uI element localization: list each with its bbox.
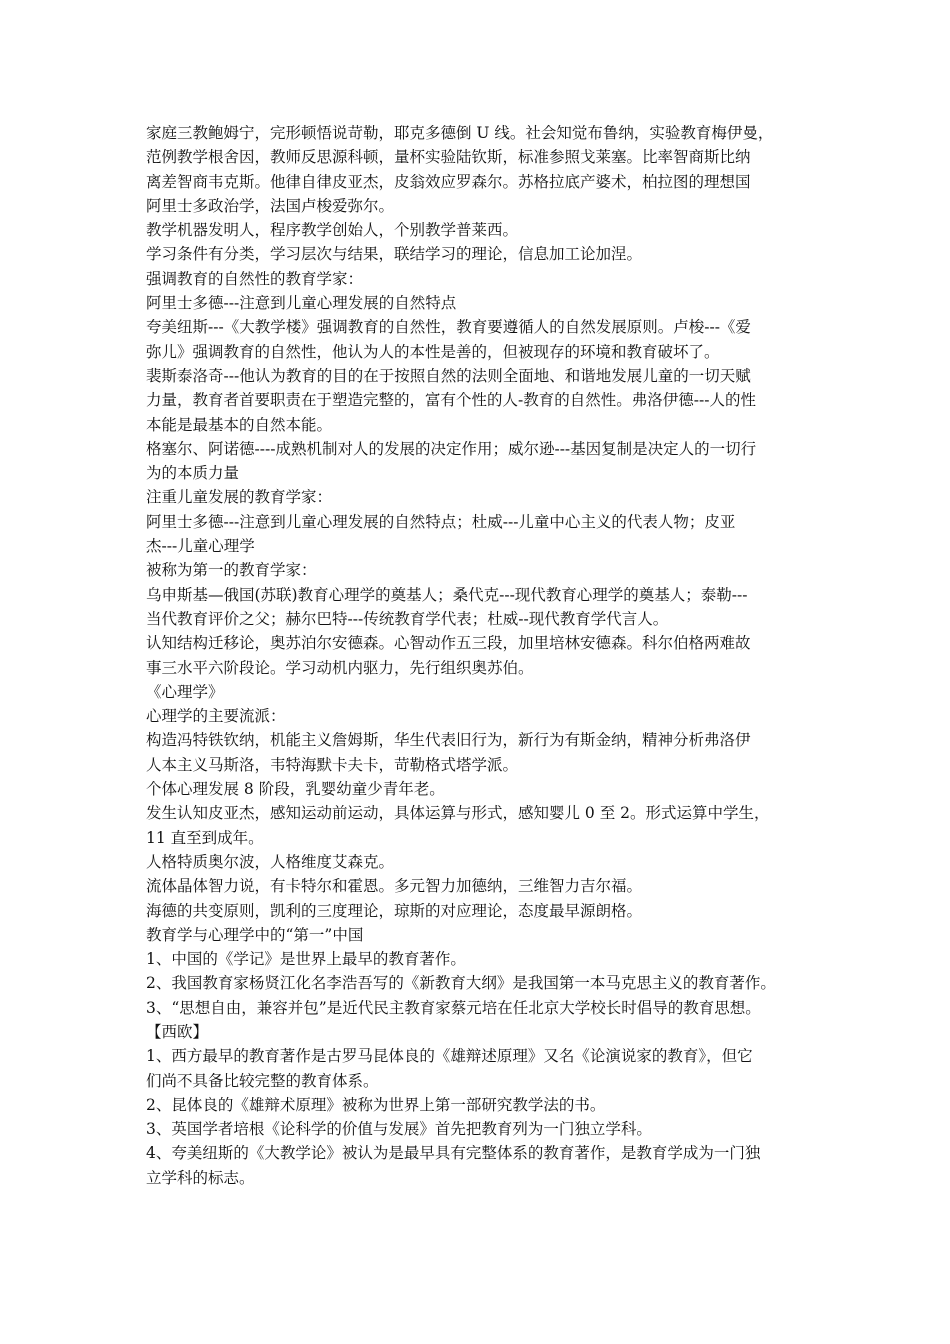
text-line: 流体晶体智力说，有卡特尔和霍恩。多元智力加德纳，三维智力吉尔福。: [146, 877, 643, 896]
text-line: 乌申斯基—俄国(苏联)教育心理学的奠基人；桑代克---现代教育心理学的奠基人；泰勒---: [146, 585, 748, 604]
text-line: 阿里士多德---注意到儿童心理发展的自然特点；杜威---儿童中心主义的代表人物；皮亚: [146, 512, 736, 531]
text-line: 11 直至到成年。: [146, 828, 264, 847]
text-line: 个体心理发展 8 阶段，乳婴幼童少青年老。: [146, 780, 445, 799]
text-line: 4、夸美纽斯的《大教学论》被认为是最早具有完整体系的教育著作，是教育学成为一门独: [146, 1144, 761, 1163]
text-line: 人本主义马斯洛，韦特海默卡夫卡，苛勒格式塔学派。: [146, 755, 519, 774]
text-line: 【西欧】: [146, 1022, 209, 1041]
text-line: 被称为第一的教育学家：: [146, 561, 317, 580]
text-line: 为的本质力量: [146, 464, 240, 483]
text-line: 3、英国学者培根《论科学的价值与发展》首先把教育列为一门独立学科。: [146, 1120, 652, 1139]
text-line: 强调教育的自然性的教育学家：: [146, 269, 364, 288]
text-line: 教育学与心理学中的“第一”中国: [146, 925, 364, 944]
text-line: 构造冯特铁钦纳，机能主义詹姆斯，华生代表旧行为，新行为有斯金纳，精神分析弗洛伊: [146, 731, 751, 750]
document-body: [146, 121, 818, 1190]
text-line: 发生认知皮亚杰，感知运动前运动，具体运算与形式，感知婴儿 0 至 2。形式运算中学生，: [146, 804, 770, 823]
text-line: 教学机器发明人，程序教学创始人，个别教学普莱西。: [146, 221, 519, 240]
text-line: 2、昆体良的《雄辩术原理》被称为世界上第一部研究教学法的书。: [146, 1095, 606, 1114]
text-line: 立学科的标志。: [146, 1168, 255, 1187]
text-line: 裴斯泰洛奇---他认为教育的目的在于按照自然的法则全面地、和谐地发展儿童的一切天赋: [146, 366, 751, 385]
text-line: 家庭三教鲍姆宁，完形顿悟说苛勒，耶克多德倒 U 线。社会知觉布鲁纳，实验教育梅伊曼，: [146, 124, 774, 142]
text-line: 范例教学根舍因，教师反思源科顿，量杯实验陆钦斯，标准参照戈莱塞。比率智商斯比纳: [146, 148, 751, 167]
text-line: 注重儿童发展的教育学家：: [146, 488, 333, 507]
text-line: 力量，教育者首要职责在于塑造完整的，富有个性的人-教育的自然性。弗洛伊德---人的性: [146, 391, 756, 410]
text-line: 学习条件有分类，学习层次与结果，联结学习的理论，信息加工论加涅。: [146, 245, 643, 264]
text-line: 离差智商韦克斯。他律自律皮亚杰，皮翁效应罗森尔。苏格拉底产婆术，柏拉图的理想国: [146, 172, 751, 191]
text-line: 心理学的主要流派：: [146, 707, 286, 726]
text-line: 3、“思想自由，兼容并包”是近代民主教育家蔡元培在任北京大学校长时倡导的教育思想。: [146, 998, 761, 1017]
text-line: 阿里士多德---注意到儿童心理发展的自然特点: [146, 294, 457, 313]
text-line: 2、我国教育家杨贤江化名李浩吾写的《新教育大纲》是我国第一本马克思主义的教育著作。: [146, 974, 776, 993]
text-line: 弥儿》强调教育的自然性，他认为人的本性是善的，但被现存的环境和教育破坏了。: [146, 342, 720, 361]
text-line: 1、中国的《学记》是世界上最早的教育著作。: [146, 950, 466, 969]
text-line: 杰---儿童心理学: [146, 537, 255, 556]
text-line: 当代教育评价之父；赫尔巴特---传统教育学代表；杜威--现代教育学代言人。: [146, 609, 669, 628]
text-line: 人格特质奥尔波，人格维度艾森克。: [146, 852, 395, 871]
text-line: 阿里士多政治学，法国卢梭爱弥尔。: [146, 196, 395, 215]
text-line: 夸美纽斯---《大教学楼》强调教育的自然性，教育要遵循人的自然发展原则。卢梭---《爱: [146, 318, 751, 337]
text-line: 本能是最基本的自然本能。: [146, 415, 333, 434]
text-line: 格塞尔、阿诺德----成熟机制对人的发展的决定作用；威尔逊---基因复制是决定人的一切行: [146, 439, 757, 458]
text-line: 认知结构迁移论，奥苏泊尔安德森。心智动作五三段，加里培林安德森。科尔伯格两难故: [146, 634, 751, 653]
text-line: 《心理学》: [146, 682, 224, 701]
text-line: 事三水平六阶段论。学习动机内驱力，先行组织奥苏伯。: [146, 658, 534, 677]
text-line: 海德的共变原则，凯利的三度理论，琼斯的对应理论，态度最早源朗格。: [146, 901, 643, 920]
text-line: 们尚不具备比较完整的教育体系。: [146, 1071, 379, 1090]
text-line: 1、西方最早的教育著作是古罗马昆体良的《雄辩述原理》又名《论演说家的教育》，但它: [146, 1047, 753, 1066]
